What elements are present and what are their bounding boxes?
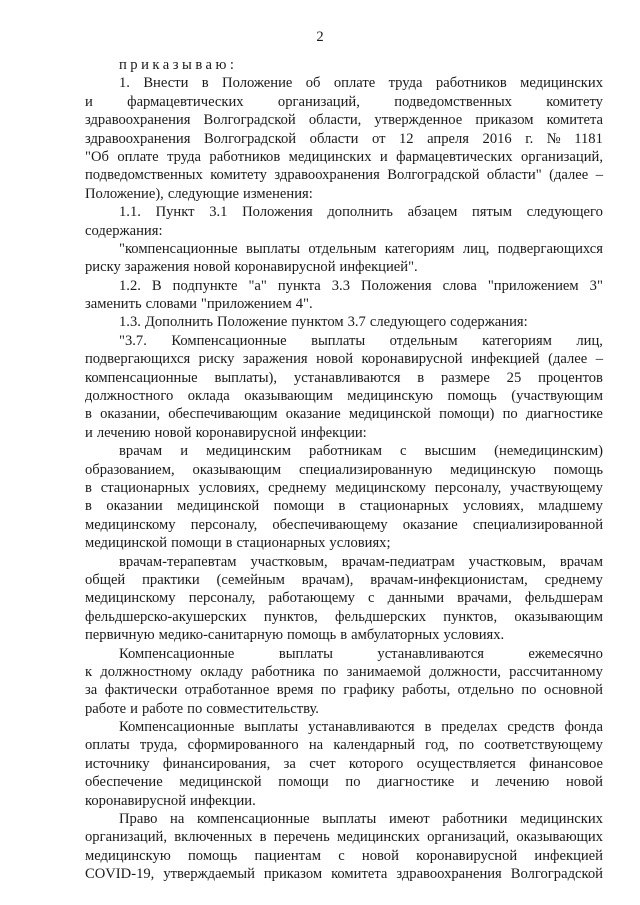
text-line: организаций, включенных в перечень медицинских организаций, оказывающих [85, 829, 603, 846]
text-line: врачам и медицинским работникам с высшим (немедицинским) [119, 443, 603, 460]
text-line: "компенсационные выплаты отдельным категориям лиц, подвергающихся [119, 240, 603, 257]
text-line: медицинскому персоналу, обеспечивающему оказание специализированной [85, 516, 603, 533]
paragraph-p1_1 [85, 203, 603, 240]
text-line: Положение), следующие изменения: [85, 185, 313, 202]
paragraph-p1 [85, 74, 603, 203]
text-line: содержания: [85, 222, 163, 239]
text-line: 1.3. Дополнить Положение пунктом 3.7 следующего содержания: [119, 314, 528, 331]
text-line: 1.2. В подпункте "а" пункта 3.3 Положения слова "приложением 3" [119, 277, 603, 294]
text-line: 1. Внести в Положение об оплате труда работников медицинских [119, 75, 603, 92]
text-line: заменить словами "приложением 4". [85, 296, 313, 313]
text-line: медицинскому персоналу, работающему с данными врачами, фельдшерам [85, 590, 603, 607]
paragraph-p_pravo [85, 810, 603, 884]
text-line: "Об оплате труда работников медицинских и фармацевтических организаций, [85, 148, 603, 165]
text-line: образованием, оказывающим специализированную медицинскую помощь [85, 461, 603, 478]
text-line: в стационарных условиях, среднему медицинскому персоналу, участвующему [85, 479, 603, 496]
paragraph-p_ezhemesyachno [85, 645, 603, 719]
text-line: медицинскую помощь пациентам с новой коронавирусной инфекцией [85, 847, 603, 864]
page-number: 2 [316, 29, 324, 45]
paragraph-p1_2 [85, 277, 603, 314]
text-line: общей практики (семейным врачам), врачам-инфекционистам, среднему [85, 571, 603, 588]
text-line: риску заражения новой коронавирусной инфекцией". [85, 259, 418, 276]
text-line: компенсационные выплаты), устанавливаются в размере 25 процентов [85, 369, 603, 386]
text-line: и лечению новой коронавирусной инфекции: [85, 424, 367, 441]
paragraph-p_vracham [85, 442, 603, 552]
text-line: коронавирусной инфекции. [85, 792, 256, 809]
text-line: работе и работе по совместительству. [85, 700, 319, 717]
text-line: оплаты труда, сформированного на календарный год, по соответствующему [85, 737, 603, 754]
text-line: и фармацевтических организаций, подведомственных комитету [85, 93, 603, 110]
text-line: "3.7. Компенсационные выплаты отдельным категориям лиц, [119, 332, 603, 349]
text-line: в оказании, обеспечивающим оказание медицинской помощи) по диагностике [85, 406, 603, 423]
text-line: подвергающихся риску заражения новой коронавирусной инфекцией (далее – [85, 351, 603, 368]
paragraph-prikazyvayu [85, 56, 603, 74]
text-line: медицинской помощи в стационарных условиях; [85, 535, 391, 552]
text-line: первичную медико-санитарную помощь в амбулаторных условиях. [85, 627, 505, 644]
text-line: источнику финансирования, за счет которого осуществляется финансовое [85, 755, 603, 772]
paragraph-p1_3 [85, 313, 603, 331]
paragraph-p3_7 [85, 332, 603, 442]
text-line: Право на компенсационные выплаты имеют работники медицинских [119, 811, 603, 828]
text-line: должностного оклада оказывающим медицинскую помощь (участвующим [85, 388, 603, 405]
text-line: обеспечение медицинской помощи по диагностике и лечению новой [85, 774, 603, 791]
text-line: здравоохранения Волгоградской области, утвержденное приказом комитета [85, 112, 603, 129]
text-line: COVID-19, утверждаемый приказом комитета здравоохранения Волгоградской [85, 866, 603, 883]
text-line: 1.1. Пункт 3.1 Положения дополнить абзацем пятым следующего [119, 204, 603, 221]
paragraph-p1_1_quote [85, 240, 603, 277]
text-line: Компенсационные выплаты устанавливаются ежемесячно [119, 645, 603, 662]
text-line: к должностному окладу работника по занимаемой должности, рассчитанному [85, 663, 603, 680]
text-line: здравоохранения Волгоградской области от 12 апреля 2016 г. № 1181 [85, 130, 603, 147]
text-line: Компенсационные выплаты устанавливаются в пределах средств фонда [119, 719, 603, 736]
text-line: врачам-терапевтам участковым, врачам-педиатрам участковым, врачам [119, 553, 603, 570]
text-line: в оказании медицинской помощи в стационарных условиях, младшему [85, 498, 603, 515]
paragraph-p_terapevtam [85, 553, 603, 645]
text-line: за фактически отработанное время по графику работы, отдельно по основной [85, 682, 603, 699]
text-line: подведомственных комитету здравоохранения Волгоградской области" (далее – [85, 167, 603, 184]
text-line: приказываю: [119, 57, 238, 73]
document-body [85, 56, 603, 884]
paragraph-p_predely [85, 718, 603, 810]
text-line: фельдшерско-акушерских пунктов, фельдшерских пунктов, оказывающим [85, 608, 603, 625]
